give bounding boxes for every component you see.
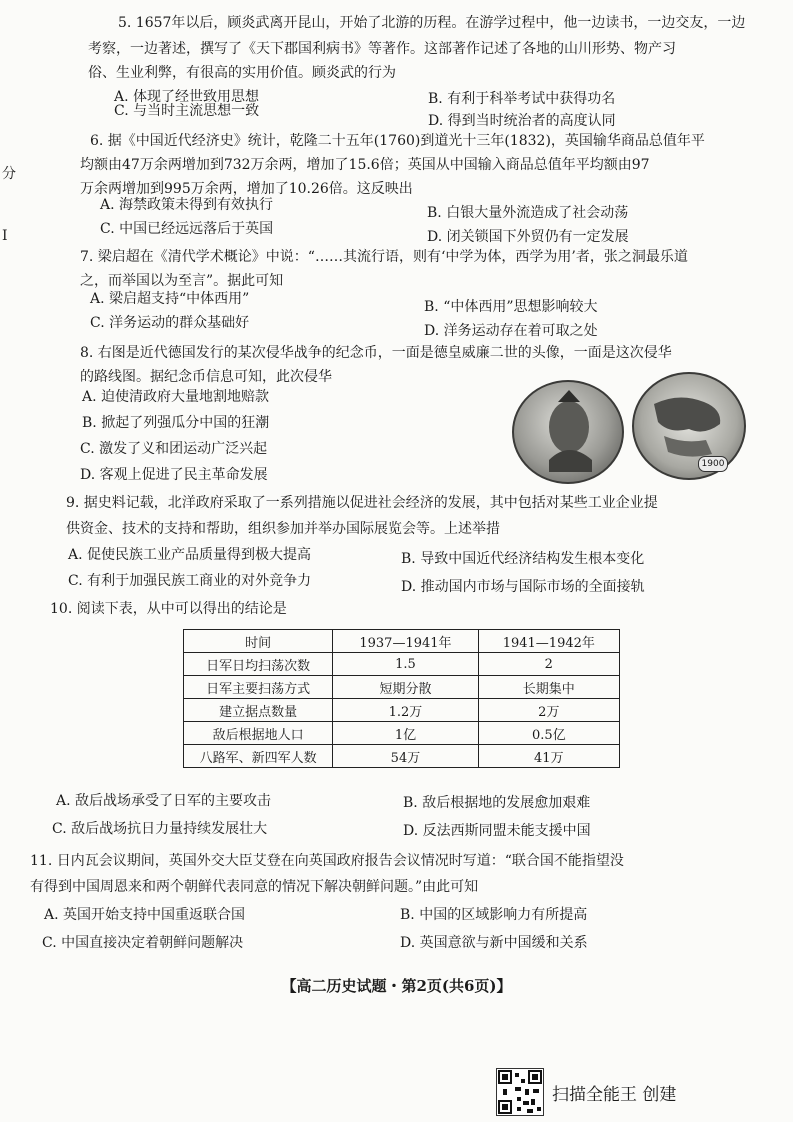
table-header-cell: 1941—1942年 — [478, 630, 619, 653]
q5-option-c: C. 与当时主流思想一致 — [114, 103, 260, 119]
q9-option-b: B. 导致中国近代经济结构发生根本变化 — [401, 551, 645, 567]
table-cell: 建立据点数量 — [184, 699, 333, 722]
q8-stem-line: 8. 右图是近代德国发行的某次侵华战争的纪念币，一面是德皇威廉二世的头像，一面是这次侵华 — [80, 345, 672, 361]
q5-stem-line: 考察，一边著述，撰写了《天下郡国利病书》等著作。这部著作记述了各地的山川形势、物产习 — [88, 41, 676, 57]
q11-option-b: B. 中国的区域影响力有所提高 — [400, 907, 588, 923]
q9-option-c: C. 有利于加强民族工商业的对外竞争力 — [68, 573, 312, 589]
edge-mark: I — [2, 228, 8, 244]
table-row — [184, 676, 620, 699]
q6-option-b: B. 白银大量外流造成了社会动荡 — [427, 205, 629, 221]
q7-option-b: B. “中体西用”思想影响较大 — [424, 299, 598, 315]
table-row — [184, 745, 620, 768]
table-cell: 54万 — [333, 745, 478, 768]
table-row — [184, 653, 620, 676]
q5-option-b: B. 有利于科举考试中获得功名 — [428, 91, 616, 107]
q8-option-c: C. 激发了义和团运动广泛兴起 — [80, 441, 268, 457]
table-cell: 日军主要扫荡方式 — [184, 676, 333, 699]
table-row — [184, 699, 620, 722]
edge-mark: 分 — [2, 166, 16, 182]
table-cell: 长期集中 — [478, 676, 619, 699]
q11-stem-line: 有得到中国周恩来和两个朝鲜代表同意的情况下解决朝鲜问题。”由此可知 — [30, 879, 479, 895]
q10-data-table — [183, 629, 620, 768]
q11-option-d: D. 英国意欲与新中国缓和关系 — [400, 935, 588, 951]
scanner-watermark: 扫描全能王 创建 — [552, 1085, 677, 1105]
table-cell: 1.2万 — [333, 699, 478, 722]
table-header-cell: 时间 — [184, 630, 333, 653]
q9-option-d: D. 推动国内市场与国际市场的全面接轨 — [401, 579, 645, 595]
table-row — [184, 722, 620, 745]
q7-option-d: D. 洋务运动存在着可取之处 — [424, 323, 598, 339]
kaiser-portrait-icon — [514, 382, 622, 482]
q11-option-c: C. 中国直接决定着朝鲜问题解决 — [42, 935, 244, 951]
q9-stem-line: 供资金、技术的支持和帮助，组织参加并举办国际展览会等。上述举措 — [66, 521, 500, 537]
q8-option-b: B. 掀起了列强瓜分中国的狂潮 — [82, 415, 270, 431]
table-cell: 短期分散 — [333, 676, 478, 699]
table-header-cell: 1937—1941年 — [333, 630, 478, 653]
q6-option-c: C. 中国已经远远落后于英国 — [100, 221, 274, 237]
q10-option-b: B. 敌后根据地的发展愈加艰难 — [403, 795, 591, 811]
q5-stem-line: 5. 1657年以后，顾炎武离开昆山，开始了北游的历程。在游学过程中，他一边读书，一边交友，一边 — [118, 15, 746, 31]
q5-option-d: D. 得到当时统治者的高度认同 — [428, 113, 616, 129]
q11-option-a: A. 英国开始支持中国重返联合国 — [44, 907, 246, 923]
q7-stem-line: 7. 梁启超在《清代学术概论》中说：“……其流行语，则有‘中学为体，西学为用’者，张之洞最乐道 — [80, 249, 688, 265]
q7-option-c: C. 洋务运动的群众基础好 — [90, 315, 250, 331]
table-cell: 日军日均扫荡次数 — [184, 653, 333, 676]
q6-stem-line: 均额由47万余两增加到732万余两，增加了15.6倍；英国从中国输入商品总值年平均额由97 — [80, 157, 650, 173]
q6-stem-line: 万余两增加到995万余两，增加了10.26倍。这反映出 — [80, 181, 413, 197]
q6-stem-line: 6. 据《中国近代经济史》统计，乾隆二十五年(1760)到道光十三年(1832)，英国输华商品总值年平 — [90, 133, 705, 149]
q10-option-c: C. 敌后战场抗日力量持续发展壮大 — [52, 821, 268, 837]
table-cell: 2万 — [478, 699, 619, 722]
q5-option-a: A. 体现了经世致用思想 — [114, 89, 260, 105]
table-cell: 1.5 — [333, 653, 478, 676]
q10-option-d: D. 反法西斯同盟未能支援中国 — [403, 823, 591, 839]
q6-option-d: D. 闭关锁国下外贸仍有一定发展 — [427, 229, 629, 245]
table-header-row — [184, 630, 620, 653]
q5-stem-line: 俗、生业利弊，有很高的实用价值。顾炎武的行为 — [88, 65, 396, 81]
q7-option-a: A. 梁启超支持“中体西用” — [90, 291, 250, 307]
q6-option-a: A. 海禁政策未得到有效执行 — [100, 197, 274, 213]
table-cell: 0.5亿 — [478, 722, 619, 745]
q11-stem-line: 11. 日内瓦会议期间，英国外交大臣艾登在向英国政府报告会议情况时写道：“联合国不能指望没 — [30, 853, 624, 869]
q10-stem-line: 10. 阅读下表，从中可以得出的结论是 — [50, 601, 287, 617]
q8-stem-line: 的路线图。据纪念币信息可知，此次侵华 — [80, 369, 332, 385]
q9-stem-line: 9. 据史料记载，北洋政府采取了一系列措施以促进社会经济的发展，其中包括对某些工业企业提 — [66, 495, 658, 511]
coin-year-label: 1900 — [698, 456, 728, 472]
q8-option-a: A. 迫使清政府大量地割地赔款 — [82, 389, 270, 405]
qr-code-icon — [496, 1068, 544, 1116]
q9-option-a: A. 促使民族工业产品质量得到极大提高 — [68, 547, 312, 563]
q8-option-d: D. 客观上促进了民主革命发展 — [80, 467, 268, 483]
table-cell: 敌后根据地人口 — [184, 722, 333, 745]
page-footer: 【高二历史试题・第2页(共6页)】 — [281, 977, 512, 995]
coin-portrait-image — [512, 380, 624, 484]
q10-option-a: A. 敌后战场承受了日军的主要攻击 — [56, 793, 272, 809]
table-cell: 八路军、新四军人数 — [184, 745, 333, 768]
q7-stem-line: 之，而举国以为至言”。据此可知 — [80, 273, 284, 289]
table-cell: 1亿 — [333, 722, 478, 745]
coin-map-image — [632, 372, 746, 480]
table-cell: 41万 — [478, 745, 619, 768]
table-cell: 2 — [478, 653, 619, 676]
